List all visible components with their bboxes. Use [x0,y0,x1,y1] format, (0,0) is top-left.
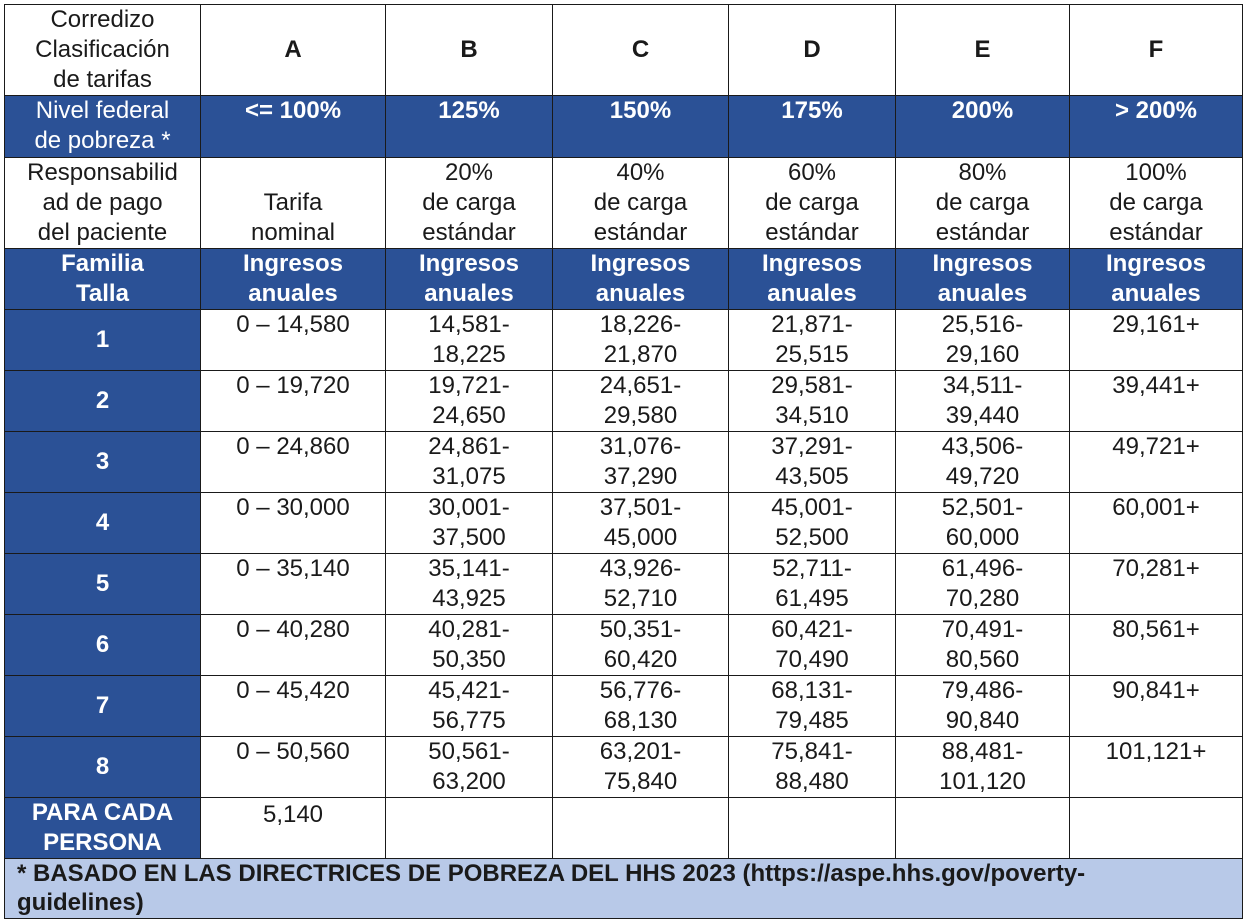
annual-income-header: Ingresos anuales [896,249,1070,310]
income-range-cell: 30,001- 37,500 [386,493,553,554]
poverty-level-row [5,96,1243,158]
family-size-cell: 4 [5,493,201,554]
patient-responsibility-value: 80% de carga estándar [896,158,1070,249]
income-range-cell: 52,711- 61,495 [729,554,896,615]
family-size-cell: 1 [5,310,201,371]
income-range-cell: 34,511- 39,440 [896,371,1070,432]
income-range-cell: 56,776- 68,130 [553,676,729,737]
poverty-level-value: 175% [729,96,896,158]
income-range-cell: 60,001+ [1070,493,1243,554]
annual-income-header: Ingresos anuales [553,249,729,310]
family-size-cell: 2 [5,371,201,432]
empty-cell [553,798,729,859]
income-range-cell: 24,861- 31,075 [386,432,553,493]
income-range-cell: 0 – 35,140 [201,554,386,615]
patient-responsibility-value: 20% de carga estándar [386,158,553,249]
empty-cell [896,798,1070,859]
income-range-cell: 29,161+ [1070,310,1243,371]
poverty-level-value: 125% [386,96,553,158]
per-person-label: PARA CADA PERSONA [5,798,201,859]
income-range-cell: 31,076- 37,290 [553,432,729,493]
family-size-row [5,554,1243,615]
patient-responsibility-value: 100% de carga estándar [1070,158,1243,249]
poverty-level-value: > 200% [1070,96,1243,158]
family-size-row [5,676,1243,737]
family-size-row [5,371,1243,432]
annual-income-header: Ingresos anuales [386,249,553,310]
income-range-cell: 70,281+ [1070,554,1243,615]
income-range-cell: 29,581- 34,510 [729,371,896,432]
patient-responsibility-label: Responsabilid ad de pago del paciente [5,158,201,249]
column-header: E [896,5,1070,96]
family-size-cell: 7 [5,676,201,737]
per-person-value: 5,140 [201,798,386,859]
income-range-cell: 60,421- 70,490 [729,615,896,676]
income-range-cell: 0 – 40,280 [201,615,386,676]
income-range-cell: 88,481- 101,120 [896,737,1070,798]
column-header: F [1070,5,1243,96]
family-size-row [5,310,1243,371]
income-range-cell: 75,841- 88,480 [729,737,896,798]
income-range-cell: 37,291- 43,505 [729,432,896,493]
income-range-cell: 50,351- 60,420 [553,615,729,676]
family-size-header: Familia Talla [5,249,201,310]
income-range-cell: 45,421- 56,775 [386,676,553,737]
income-range-cell: 0 – 24,860 [201,432,386,493]
family-size-row [5,615,1243,676]
income-range-cell: 40,281- 50,350 [386,615,553,676]
income-range-cell: 68,131- 79,485 [729,676,896,737]
family-size-cell: 6 [5,615,201,676]
income-range-cell: 45,001- 52,500 [729,493,896,554]
income-range-cell: 63,201- 75,840 [553,737,729,798]
family-size-cell: 8 [5,737,201,798]
income-range-cell: 0 – 30,000 [201,493,386,554]
income-range-cell: 0 – 50,560 [201,737,386,798]
income-range-cell: 70,491- 80,560 [896,615,1070,676]
income-range-cell: 24,651- 29,580 [553,371,729,432]
income-header-row [5,249,1243,310]
income-range-cell: 49,721+ [1070,432,1243,493]
income-range-cell: 50,561- 63,200 [386,737,553,798]
income-range-cell: 0 – 19,720 [201,371,386,432]
family-size-row [5,493,1243,554]
income-range-cell: 37,501- 45,000 [553,493,729,554]
income-range-cell: 39,441+ [1070,371,1243,432]
income-range-cell: 43,506- 49,720 [896,432,1070,493]
income-range-cell: 25,516- 29,160 [896,310,1070,371]
income-range-cell: 0 – 45,420 [201,676,386,737]
income-range-cell: 101,121+ [1070,737,1243,798]
corner-label: Corredizo Clasificación de tarifas [5,5,201,96]
column-header: C [553,5,729,96]
income-range-cell: 21,871- 25,515 [729,310,896,371]
patient-responsibility-value: Tarifa nominal [201,158,386,249]
poverty-level-value: <= 100% [201,96,386,158]
patient-responsibility-value: 40% de carga estándar [553,158,729,249]
empty-cell [729,798,896,859]
income-range-cell: 0 – 14,580 [201,310,386,371]
per-person-row [5,798,1243,859]
family-size-cell: 5 [5,554,201,615]
poverty-level-value: 200% [896,96,1070,158]
empty-cell [1070,798,1243,859]
patient-responsibility-value: 60% de carga estándar [729,158,896,249]
income-range-cell: 52,501- 60,000 [896,493,1070,554]
income-range-cell: 79,486- 90,840 [896,676,1070,737]
income-range-cell: 14,581- 18,225 [386,310,553,371]
family-size-cell: 3 [5,432,201,493]
income-range-cell: 80,561+ [1070,615,1243,676]
income-range-cell: 35,141- 43,925 [386,554,553,615]
footnote: * BASADO EN LAS DIRECTRICES DE POBREZA DEL HHS 2023 (https://aspe.hhs.gov/poverty- guidelines) [5,859,1243,919]
income-range-cell: 19,721- 24,650 [386,371,553,432]
poverty-level-label: Nivel federal de pobreza * [5,96,201,158]
annual-income-header: Ingresos anuales [201,249,386,310]
column-header: D [729,5,896,96]
income-range-cell: 43,926- 52,710 [553,554,729,615]
column-header: A [201,5,386,96]
sliding-fee-table [4,4,1243,919]
column-header: B [386,5,553,96]
annual-income-header: Ingresos anuales [1070,249,1243,310]
patient-responsibility-row [5,158,1243,249]
footer-row [5,859,1243,919]
income-range-cell: 90,841+ [1070,676,1243,737]
family-size-row [5,737,1243,798]
empty-cell [386,798,553,859]
income-range-cell: 18,226- 21,870 [553,310,729,371]
income-range-cell: 61,496- 70,280 [896,554,1070,615]
annual-income-header: Ingresos anuales [729,249,896,310]
family-size-row [5,432,1243,493]
header-row [5,5,1243,96]
poverty-level-value: 150% [553,96,729,158]
